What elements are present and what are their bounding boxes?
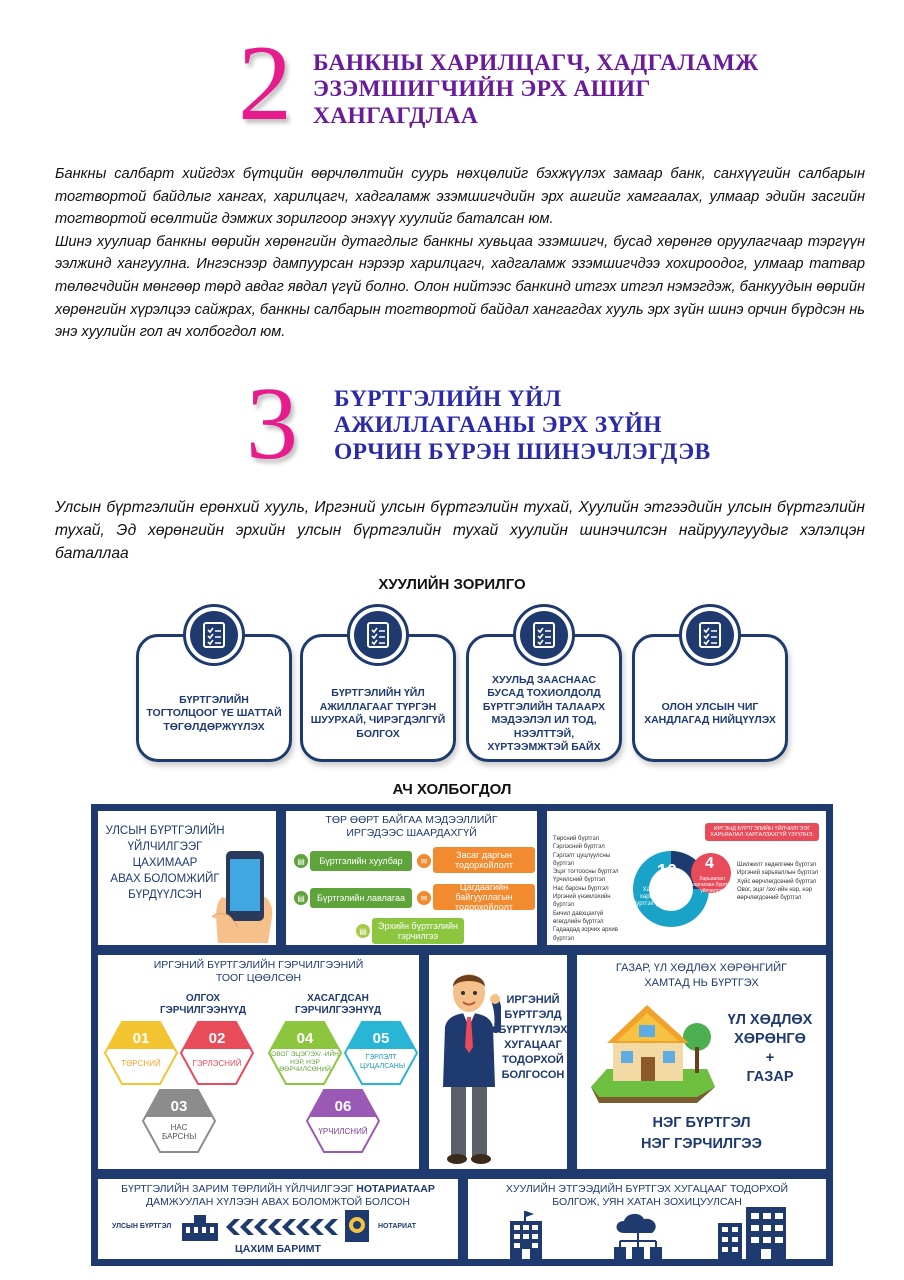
digital-document-label: ЦАХИМ БАРИМТ [235, 1243, 321, 1255]
hex-adoption [306, 1089, 380, 1153]
section-2-body [55, 163, 865, 344]
panel-online-service [95, 808, 279, 948]
section-3-title [334, 386, 710, 465]
panel-registration-deadline [426, 952, 570, 1172]
goal-text: ХУУЛЬД ЗААСНААС БУСАД ТОХИОЛДОЛД БҮРТГЭЛИЙН ТАЛААРХ МЭДЭЭЛЭЛ ИЛ ТОД, НЭЭЛТТЭЙ, ХҮРТЭЭМЖТЭЙ БАЙХ [482, 673, 606, 753]
hex-divorce [344, 1021, 418, 1085]
section-3-number: 3 [246, 366, 298, 481]
panel-notary [95, 1176, 461, 1262]
hex-label: ГЭРЛЭСНИЙ [192, 1059, 242, 1068]
cloud-network-icon [610, 1211, 666, 1259]
big-number-label: Харьяалал харгалзахгүй бүртгэх үйлчилгээ [632, 887, 684, 907]
pill-registration-copy: Бүртгэлийн хуулбар [310, 851, 412, 871]
office-building-icon [718, 1207, 786, 1259]
hex-number: 05 [372, 1030, 390, 1047]
section-2-title-line: ЭЗЭМШИГЧИЙН ЭРХ АШИГ [313, 76, 651, 103]
goals-heading: ХУУЛИЙН ЗОРИЛГО [378, 576, 526, 593]
document-icon: ▤ [294, 891, 308, 905]
section-3-title-line: ОРЧИН БҮРЭН ШИНЭЧЛЭГДЭВ [334, 438, 711, 465]
goal-text: БҮРТГЭЛИЙН ТОГТОЛЦООГ ҮЕ ШАТТАЙ ТӨГӨЛДӨРЖҮҮЛЭХ [146, 693, 282, 733]
hex-name-change [268, 1021, 342, 1085]
panel-jurisdiction [544, 808, 829, 948]
section-2-paragraph: Банкны салбарт хийгдэх бүтцийн өөрчлөлтийн суурь нөхцөлийг бэхжүүлэх замаар банк, санхүүгийн салбарын тогтвортой байдлыг хангах, харилцагч, хадгаламж эзэмшигчдийн эрх ашгийг хамгаалах, улмаар эдийн засгийн тогтвортой өсөлтийг дэмжих зорилгоор энэхүү хуулийг баталсан юм. [55, 166, 865, 228]
small-number: 4 [705, 855, 714, 872]
section-2-paragraph: Шинэ хуулиар банкны өөрийн хөрөнгийн дутагдлыг банкны хувьцаа эзэмшигч, бусад хөрөнгө оруулагчаар тэргүүн ээлжинд хангуулна. Ингэснээр дампуурсан нэрээр харилцагч, хадгаламж эзэмшигчдээ хохироодог, улмаар татвар төлөгчдийн мөнгөөр төрд авдаг явдал үгүй болно. Олон нийтээс банкинд итгэх итгэл нэмэгдэж, банкуудын өөрийн хөрөнгийн хүрэлцээ сайжрах, банкны салбарын тогтвортой байдал хангагдах хууль эрх зүйн шинэ орчин бүрдсэн нь энэ хуулийн гол ач холбогдол юм. [55, 233, 865, 341]
businessman-icon [437, 967, 501, 1167]
document-icon: ▤ [294, 854, 308, 868]
hex-number: 06 [334, 1098, 352, 1115]
goal-text: ОЛОН УЛСЫН ЧИГ ХАНДЛАГАД НИЙЦҮҮЛЭХ [644, 700, 776, 726]
hex-label: ҮРЧИЛСНИЙ [318, 1127, 368, 1136]
panel-text: ИРГЭНИЙ БҮРТГЭЛД БҮРТГҮҮЛЭХ ХУГАЦААГ ТОДОРХОЙ БОЛГОСОН [498, 994, 568, 1081]
panel-title: ГАЗАР, ҮЛ ХӨДЛӨХ ХӨРӨНГИЙГ ХАМТАД НЬ БҮРТГЭХ [615, 962, 788, 989]
house-icon [587, 997, 717, 1105]
list-with-jurisdiction: Шилжилт хөдөлгөөн бүртгэл Иргэний харьяаллын бүртгэл Хүйс өөрчлөгдсөний бүртгэл Овог, эцэг /эх/-ийн нэр, нэр өөрчлөгдсөний бүртгэл [737, 862, 819, 902]
panel-land-property [574, 952, 829, 1172]
jurisdiction-header: ИРГЭНД БҮРТГЭЛИЙН ҮЙЛЧИЛГЭЭГ ХАРЬЯАЛАЛ ХАРГАЛЗАХГҮЙ ҮЗҮҮЛНЭ. [705, 823, 819, 841]
hex-label: НАС БАРСНЫ [162, 1123, 197, 1141]
hex-label: ГЭРЛЭЛТ ЦУЦАЛСАНЫ [360, 1054, 406, 1070]
office-building-icon [506, 1211, 546, 1259]
chevron-arrows-icon [226, 1219, 338, 1235]
checklist-icon [183, 604, 245, 666]
panel-certificates [95, 952, 422, 1172]
section-3-title-line: АЖИЛЛАГААНЫ ЭРХ ЗҮЙН [334, 412, 662, 439]
property-plus-land: ҮЛ ХӨДЛӨХ ХӨРӨНГӨ + ГАЗАР [727, 1012, 813, 1085]
notary-title-bold: НОТАРИАТААР [356, 1183, 435, 1195]
smartphone-hand-icon [208, 847, 278, 943]
envelope-icon: ✉ [417, 891, 431, 905]
hex-number: 01 [132, 1030, 150, 1047]
checklist-icon [513, 604, 575, 666]
government-building-icon [180, 1215, 220, 1241]
envelope-icon: ✉ [417, 854, 431, 868]
pill-governor-certificate: Засаг даргын тодорхойлолт [433, 847, 535, 873]
panel-title: ХУУЛИЙН ЭТГЭЭДИЙН БҮРТГЭХ ХУГАЦААГ ТОДОРХОЙ БОЛГОЖ, УЯН ХАТАН ЗОХИЦУУЛСАН [505, 1183, 789, 1208]
notary-label: НОТАРИАТ [378, 1223, 417, 1230]
hex-label: ОВОГ ЭЦЭГ/ЭХ/ -ИЙН НЭР, НЭР ӨӨРЧИЛСӨНИЙ [271, 1051, 339, 1073]
panel-title: ТӨР ӨӨРТ БАЙГАА МЭДЭЭЛЛИЙГ ИРГЭДЭЭС ШААРДАХГҮЙ [325, 814, 498, 839]
notary-seal-icon [344, 1209, 370, 1243]
panel-text: УЛСЫН БҮРТГЭЛИЙН ҮЙЛЧИЛГЭЭГ ЦАХИМААР АВАХ БОЛОМЖИЙГ БҮРДҮҮЛСЭН [105, 825, 225, 901]
small-number-label: Харьяалал харгалзан бүртгэх үйлчилгээ [691, 876, 733, 894]
goal-text: БҮРТГЭЛИЙН ҮЙЛ АЖИЛЛАГААГ ТҮРГЭН ШУУРХАЙ, ЧИРЭГДЭЛГҮЙ БОЛГОХ [310, 687, 446, 740]
notary-title-prefix: БҮРТГЭЛИЙН ЗАРИМ ТӨРЛИЙН ҮЙЛЧИЛГЭЭГ [121, 1183, 357, 1195]
pill-registration-reference: Бүртгэлийн лавлагаа [310, 888, 412, 908]
section-3-paragraph: Улсын бүртгэлийн ерөнхий хууль, Иргэний улсын бүртгэлийн тухай, Хуулийн этгээдийн улсын бүртгэлийн тухай, Эд хөрөнгийн эрхийн улсын бүртгэлийн тухай хуулийн шинэчилсэн найруулгуудыг хэлэлцэн баталлаа [55, 499, 865, 562]
pill-police-certificate: Цагдаагийн байгууллагын тодорхойлолт [433, 884, 535, 910]
hex-label: ТӨРСНИЙ [121, 1059, 161, 1068]
list-no-jurisdiction: Төрсний бүртгэл Гэрлэсний бүртгэл Гэрлэлт цуцлуулсны бүртгэл Эцэг тогтоосны бүртгэл Үрчилсний бүртгэл Нас барсны бүртгэл Иргэний үнэмлэхийн бүртгэл Бичил давхцахгүй өгөгдлийн бүртгэл Гадаадад зорчих архив бүртгэл [553, 836, 619, 942]
big-number: 10 [657, 861, 678, 881]
issued-label: ОЛГОХ ГЭРЧИЛГЭЭНҮҮД [159, 993, 247, 1016]
hex-number: 02 [208, 1030, 226, 1047]
document-icon: ▤ [356, 924, 370, 938]
notary-title-line2: ДАМЖУУЛАН ХҮЛЭЭН АВАХ БОЛОМЖТОЙ БОЛСОН [146, 1196, 410, 1208]
removed-label: ХАСАГДСАН ГЭРЧИЛГЭЭНҮҮД [294, 993, 382, 1016]
panel-title: ИРГЭНИЙ БҮРТГЭЛИЙН ГЭРЧИЛГЭЭНИЙ ТООГ ЦӨӨЛСӨН [153, 959, 364, 984]
checklist-icon [347, 604, 409, 666]
section-3-title-line: БҮРТГЭЛИЙН ҮЙЛ [334, 386, 562, 412]
section-2-title-line: БАНКНЫ ХАРИЛЦАГЧ, ХАДГАЛАМЖ [313, 50, 759, 76]
hex-number: 03 [170, 1098, 188, 1115]
one-registration-label: НЭГ БҮРТГЭЛ НЭГ ГЭРЧИЛГЭЭ [641, 1115, 762, 1152]
section-2-title [313, 50, 759, 129]
panel-no-duplicate-info [283, 808, 540, 948]
panel-title [98, 1183, 458, 1209]
checklist-icon [679, 604, 741, 666]
hex-death [142, 1089, 216, 1153]
hex-birth [104, 1021, 178, 1085]
hex-marriage [180, 1021, 254, 1085]
pill-rights-certificate: Эрхийн бүртгэлийн гэрчилгээ [372, 918, 464, 944]
section-2-title-line: ХАНГАГДЛАА [313, 102, 479, 129]
panel-legal-entity [465, 1176, 829, 1262]
significance-heading: АЧ ХОЛБОГДОЛ [392, 781, 512, 798]
hex-number: 04 [296, 1030, 314, 1047]
section-2-number: 2 [238, 24, 292, 143]
state-registration-label: УЛСЫН БҮРТГЭЛ [112, 1223, 172, 1230]
